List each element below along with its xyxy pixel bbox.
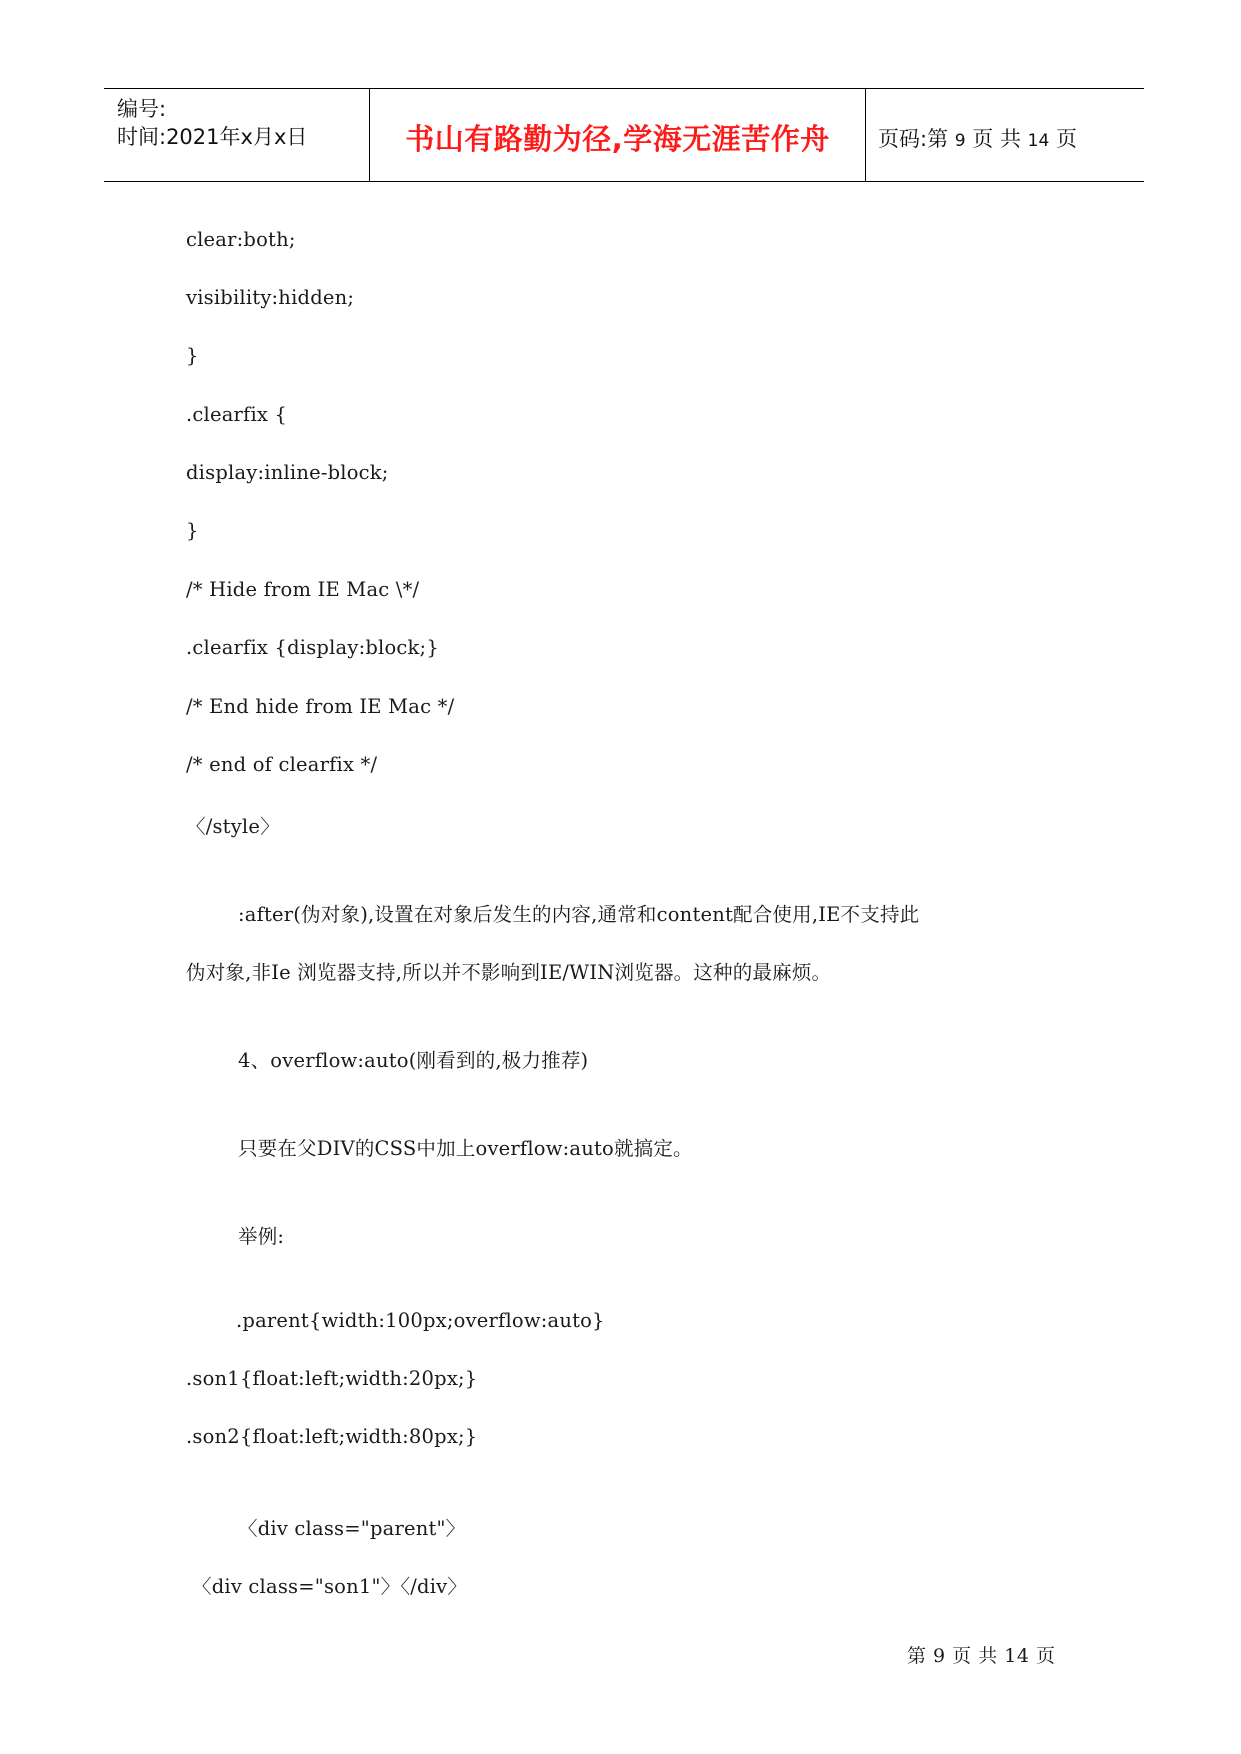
paragraph-line: 只要在父DIV的CSS中加上overflow:auto就搞定。 [238, 1137, 693, 1160]
paragraph-line: 伪对象,非Ie 浏览器支持,所以并不影响到IE/WIN浏览器。这种的最麻烦。 [186, 961, 832, 984]
code-line: .clearfix {display:block;} [186, 636, 439, 659]
header-page-label: 页码:第 [878, 127, 949, 151]
code-line: visibility:hidden; [186, 286, 355, 309]
document-time-label: 时间:2021年x月x日 [117, 125, 308, 149]
header-meta-cell [104, 89, 369, 181]
code-line: } [186, 519, 199, 542]
code-line: clear:both; [186, 228, 296, 251]
code-line: .parent{width:100px;overflow:auto} [236, 1309, 605, 1332]
header-page-end: 页 [1055, 127, 1077, 151]
paragraph-line: 举例: [238, 1225, 285, 1248]
header-motto: 书山有路勤为径,学海无涯苦作舟 [405, 122, 830, 156]
code-line: /* End hide from IE Mac */ [186, 695, 455, 718]
header-page-total: 14 [1027, 131, 1050, 151]
header-motto-cell [369, 89, 866, 181]
code-line: /* Hide from IE Mac \*/ [186, 578, 420, 601]
code-line: 〈div class="son1"〉〈/div〉 [192, 1575, 468, 1598]
code-line: display:inline-block; [186, 461, 389, 484]
header-page-info [878, 123, 1077, 153]
document-number-label: 编号: [117, 97, 167, 121]
header-page-cell [866, 89, 1144, 181]
code-line: .son1{float:left;width:20px;} [186, 1367, 478, 1390]
code-line: } [186, 344, 199, 367]
code-line: .clearfix { [186, 403, 288, 426]
code-line: /* end of clearfix */ [186, 753, 378, 776]
paragraph-line: :after(伪对象),设置在对象后发生的内容,通常和content配合使用,IE不支持此 [238, 903, 920, 926]
section-heading: 4、overflow:auto(刚看到的,极力推荐) [238, 1049, 589, 1072]
code-line: 〈/style〉 [186, 815, 280, 838]
header-page-number: 9 [954, 131, 966, 151]
code-line: 〈div class="parent"〉 [238, 1517, 466, 1540]
page-header [104, 88, 1144, 182]
page-footer: 第 9 页 共 14 页 [907, 1645, 1056, 1667]
code-line: .son2{float:left;width:80px;} [186, 1425, 478, 1448]
header-page-mid: 页 共 [972, 127, 1021, 151]
